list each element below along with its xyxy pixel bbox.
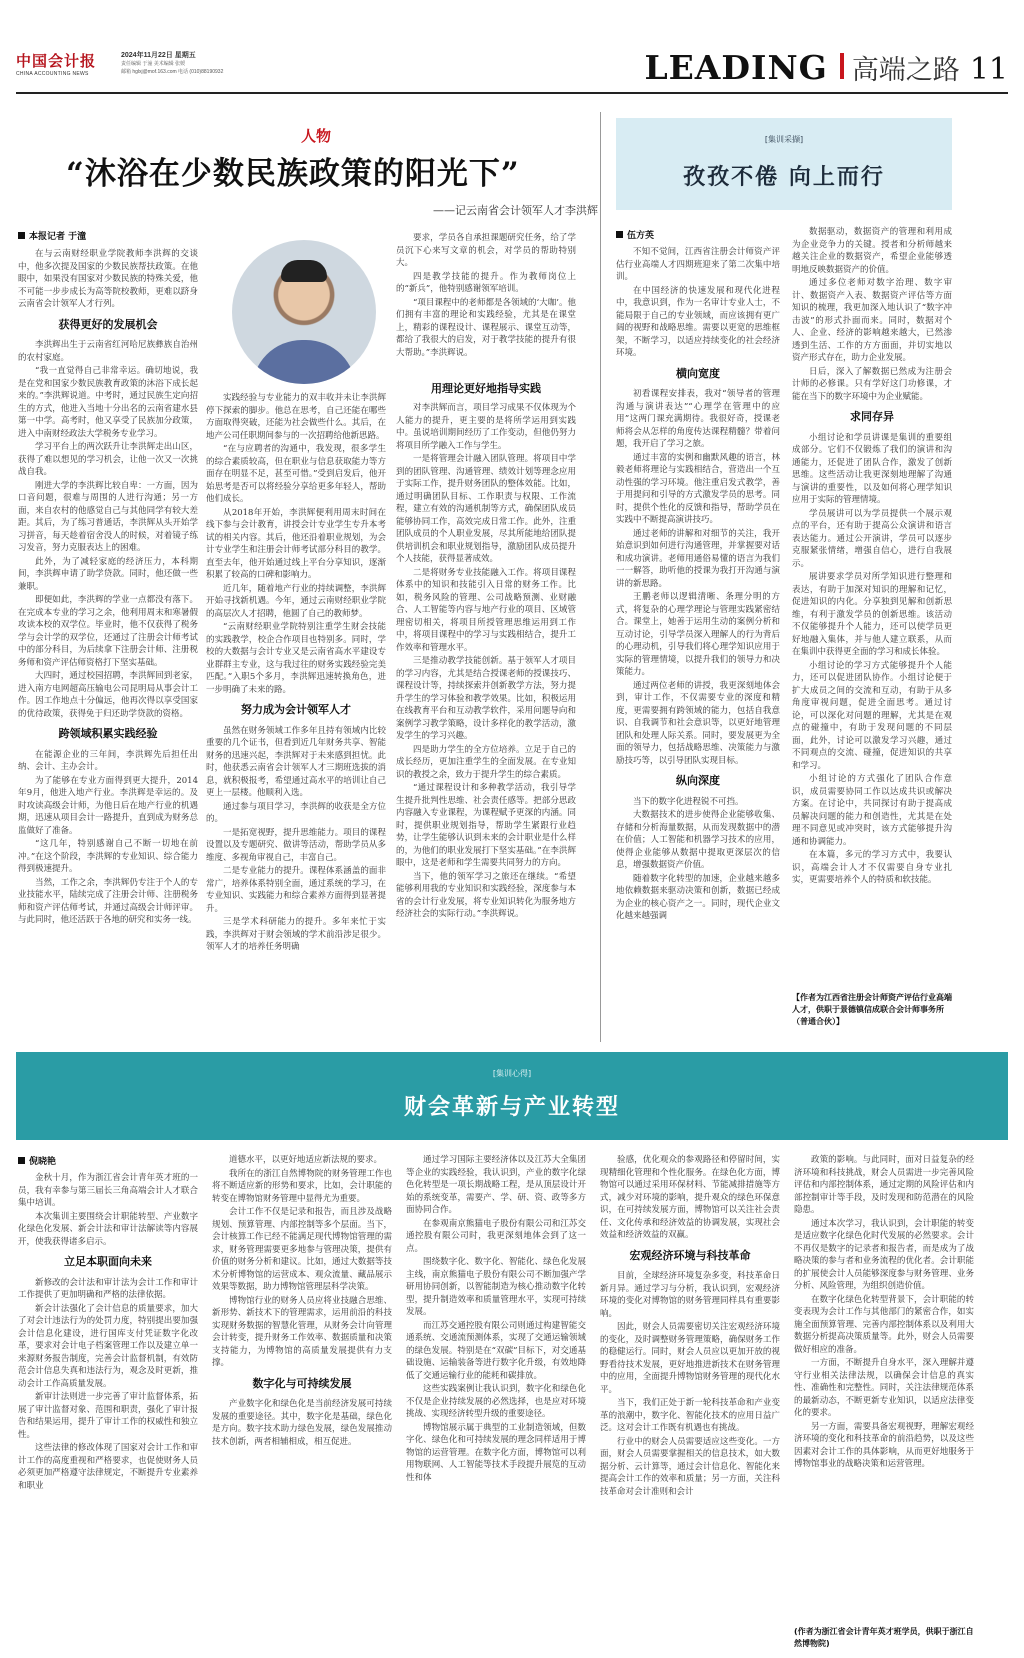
paragraph: 此外，为了减轻家庭的经济压力，本科期间，李洪辉申请了助学贷款。同时，他还做一些兼职。 [18, 556, 198, 592]
paragraph: 大四时，通过校园招聘，李洪辉回到老家，进入南方电网超高压输电公司昆明局从事会计工作。因工作地点十分偏远，他再次得以享受国家的优待政策，获得免于归还助学贷款的资格。 [18, 671, 198, 719]
sidebar-title: 孜孜不倦 向上而行 [683, 164, 885, 190]
paragraph: 不知不觉间，江西省注册会计师资产评估行业高端人才四期班迎来了第二次集中培训。 [616, 247, 780, 282]
paragraph: 为了能够在专业方面得到更大提升，2014年9月，他进入地产行业。李洪辉是幸运的。及时攻读高级会计师，为他日后在地产行业的机遇期，迅速从项目会计一路提升，直到成为财务总监做好了准备。 [18, 775, 198, 836]
lower-column-4 [600, 1154, 780, 1652]
article-subhead: ——记云南省会计领军人才李洪辉 [433, 204, 598, 217]
paragraph: 刚进大学的李洪辉比较自卑：一方面，因为口音问题，很难与周围的人进行沟通；另一方面，来自农村的他感觉自己与其他同学有较大差距。其后，为了练习普通话，李洪辉从头开始学习拼音，每天趁着宿舍没人的时候，对着镜子练习发音，努力克服表达上的困难。 [18, 480, 198, 553]
paragraph: 而江苏交通控股有限公司则通过构建智能交通系统、交通流预测体系，实现了交通运输领域的绿色发展。特别是在“双碳”目标下，对交通基础设施、运输装备等进行数字化升级，有效地降低了交通运输行业的能耗和碳排放。 [406, 1320, 586, 1381]
lower-title: 财会革新与产业转型 [403, 1094, 620, 1120]
paragraph: 通过两位老师的讲授，我更深刻地体会到，审计工作，不仅需要专业的深度和精度，更需要拥有跨领域的能力，包括自我意识、自我调节和社会意识等，以更好地管理团队和处理人际关系。同时，要发展更为全面的领导力，包括战略思维、决策能力与激励技巧等，以引导团队实现目标。 [616, 680, 780, 766]
paragraph: 随着数字化转型的加速，企业越来越多地依赖数据来驱动决策和创新，数据已经成为企业的核心资产之一。同时，现代企业文化越来越强调 [616, 873, 780, 921]
paragraph: 学员展讲可以为学员提供一个展示观点的平台，还有助于提高公众演讲和语言表达能力。通过公开演讲，学员可以逐步克服紧张情绪，增强自信心，进行自我展示。 [792, 508, 952, 569]
article-column-2 [206, 392, 386, 1038]
lower-column-3 [406, 1154, 586, 1652]
paragraph: 当然，工作之余，李洪辉仍专注于个人的专业技能水平，陆续完成了注册会计师、注册税务师和资产评估师考试，并通过高级会计师评审。与此同时，他还活跃于各地的研究和实务一线。 [18, 877, 198, 925]
paragraph: 数据驱动，数据资产的管理和利用成为企业竞争力的关键。授者和分析师越来越关注企业的数据资产，希望企业能够透明地反映数据资产的价值。 [792, 227, 952, 275]
paragraph: 本次集训主要围绕会计职能转型、产业数字化绿色化发展、新会计法和审计法解读等内容展开，使我获得诸多启示。 [18, 1211, 198, 1247]
paragraph: 展讲要求学员对所学知识进行整理和表达，有助于加深对知识的理解和记忆，促进知识的内化。分享独到见解和创新思维，有利于激发学员的创新思维。该活动不仅能够提升个人能力，还可以使学员更好地融入集体，并与他人建立联系，从而在集训中获得更全面的学习和成长体验。 [792, 572, 952, 657]
paragraph: 会计工作不仅是记录和报告，而且涉及战略规划、预算管理、内部控制等多个层面。当下，会计核算工作已经不能满足现代博物馆管理的需求，财务管理需要更多地参与管理决策，提供有价值的财务分析和建议。比如，通过大数据等技术分析博物馆的运营成本、观众流量、藏品展示效果等数据，助力博物馆管理层科学决策。 [212, 1207, 392, 1292]
paragraph: 另一方面，需要具备宏观视野，理解宏观经济环境的变化和科技革命的前沿趋势，以及这些因素对会计工作的具体影响，从而更好地服务于博物馆事业的战略决策和运营管理。 [794, 1421, 974, 1469]
page-number: 11 [969, 52, 1008, 87]
subheading: 立足本职面向未来 [64, 1255, 152, 1268]
sidebar-byline: 伍方英 [616, 228, 654, 241]
paragraph: “通过课程设计和多种教学活动，我引导学生提升批判性思维、社会责任感等。把部分思政内容融入专业课程，为课程赋予更深的内涵。同时，提供职业规划指导，帮助学生紧跟行业趋势，让学生能够认识到未来的会计职业是什么样的，为他们的职业发展打下坚实基础。”在李洪辉眼中，这是老师和学生需要共同努力的方向。 [396, 783, 576, 868]
paragraph: 围绕数字化、数字化、智能化、绿色化发展主线，南京熊猫电子股份有限公司不断加强产学研用协同创新，以智能制造为核心推动数字化转型，提升制造效率和质量管理水平，实现可持续发展。 [406, 1257, 586, 1317]
lower-column-2 [212, 1154, 392, 1652]
paragraph: 要求，学员各自承担课题研究任务，给了学员沉下心来写文章的机会，对学员的帮助特别大。 [396, 233, 576, 268]
paragraph: 这些实践案例让我认识到，数字化和绿色化不仅是企业持续发展的必然选择，也是应对环境挑战、实现经济转型升级的重要途径。 [406, 1384, 586, 1419]
issue-contact: 邮箱 hglxj@mof.163.com 电话 (010)88190932 [121, 69, 224, 75]
section-title-cn: 高端之路 [851, 55, 960, 86]
paragraph: 道德水平，以更好地适应新法规的要求。 [229, 1155, 383, 1165]
sidebar-author-note: 【作者为江西省注册会计师资产评估行业高端人才，供职于景德镇信成联合会计师事务所（普通合伙）】 [792, 993, 952, 1026]
paragraph: “我一直觉得自己非常幸运。确切地说，我是在党和国家少数民族教育政策的沐浴下成长起来的。”李洪辉说道。中考时，通过民族生定向招生的方式，他进入当地十分出名的云南省建水县第一中学。高考时，他又享受了民族加分政策，进入中南财经政法大学税务专业学习。 [18, 366, 198, 439]
paragraph: 新审计法则进一步完善了审计监督体系，拓展了审计监督对象、范围和职责，强化了审计报告和结果运用，提升了审计工作的权威性和独立性。 [18, 1392, 198, 1440]
brand-name-en: CHINA ACCOUNTING NEWS [16, 71, 89, 77]
subheading: 横向宽度 [676, 366, 720, 380]
lower-column-1 [18, 1172, 198, 1652]
section-title-en: LEADING [644, 48, 828, 87]
subheading: 数字化与可持续发展 [252, 1376, 352, 1390]
subheading: 宏观经济环境与科技革命 [629, 1248, 751, 1262]
article-headline: “沐浴在少数民族政策的阳光下” [66, 156, 520, 192]
subheading: 求同存异 [850, 410, 894, 423]
paragraph: 当下，他的领军学习之旅还在继续。“希望能够利用我的专业知识和实践经验，深度参与本省的会计行业发展，将专业知识转化为服务地方经济社会的实际行动。”李洪辉说。 [396, 871, 576, 919]
paragraph: 大数据技术的进步使得企业能够收集、存储和分析海量数据，从而发现数据中的潜在价值；人工智能和机器学习技术的应用，使得企业能够从数据中提取更深层次的信息，增强数据资产价值。 [616, 810, 780, 870]
subheading: 跨领域积累实践经验 [58, 727, 158, 740]
paragraph: 政策的影响。与此同时，面对日益复杂的经济环境和科技挑战，财会人员需进一步完善风险评估和内部控制体系，通过定期的风险评估和内部控制审计等手段，及时发现和防范潜在的风险隐患。 [794, 1155, 974, 1215]
paragraph: 目前，全球经济环境复杂多变，科技革命日新月异。通过学习与分析，我认识到，宏观经济环境的变化对博物馆的财务管理同样具有重要影响。 [600, 1271, 780, 1319]
paragraph: 日后，深入了解数据已然成为注册会计师的必修课。只有学好这门功修课，才能在当下的数字环境中为企业赋能。 [792, 366, 952, 402]
paragraph: 通过丰富的实例和幽默风趣的语言，林毅老师将理论与实践相结合，营造出一个互动性强的学习环境。他注重启发式教学，善于用提问和引导的方式激发学员的思考。同时，提供个性化的反馈和指导，帮助学员在实践中不断提高演讲技巧。 [616, 452, 780, 525]
paragraph: “在与应聘者的沟通中，我发现，很多学生的综合素质较高，但在职业与信息获取能力等方面存在明显不足，甚至可惜。”受到启发后，他开始思考是否可以将经验分享给更多年轻人，帮助他们成长。 [206, 444, 386, 504]
paragraph: 一是拓宽视野，提升思维能力。项目的课程设置以及专题研究、做讲等活动，帮助学员从多维度、多视角审视自己，丰富自己。 [206, 827, 386, 863]
lower-byline: 倪晓艳 [18, 1154, 56, 1167]
paragraph: 在能源企业的三年间，李洪辉先后担任出纳、会计、主办会计。 [18, 749, 198, 772]
paragraph: 新修改的会计法和审计法为会计工作和审计工作提供了更加明确和严格的法律依据。 [18, 1277, 198, 1300]
paragraph: 因此，财会人员需要密切关注宏观经济环境的变化，及时调整财务管理策略，确保财务工作的稳健运行。同时，财会人员应以更加开放的视野看待技术发展，更好地推进新技术在财务管理中的应用，全面提升博物馆财务管理的现代化水平。 [600, 1322, 780, 1395]
issue-date: 2024年11月22日 星期五 [121, 52, 196, 59]
paragraph: 当下，我们正处于新一轮科技革命和产业变革的浪潮中，数字化、智能化技术的应用日益广泛。这对会计工作既有机遇也有挑战。 [600, 1398, 780, 1433]
sidebar-column-1 [616, 246, 780, 1038]
article-column-3-bottom [396, 402, 576, 1038]
section-header [644, 48, 1008, 87]
article-kicker: 人物 [300, 127, 331, 145]
paragraph: 通过本次学习，我认识到，会计职能的转变是适应数字化绿色化时代发展的必然要求。会计不再仅是数字的记录者和报告者，而是成为了战略决策的参与者和业务流程的优化者。会计职能的扩展使会计人员能够深度参与财务管理、业务分析、风险管理，为组织创造价值。 [794, 1218, 974, 1291]
paragraph: 在中国经济的快速发展和现代化进程中，我意识到，作为一名审计专业人士，不能局限于自己的专业领域，而应该拥有更广阔的视野和战略思维。需要以更宽的思维框架，不断学习，以适应持续变化的社会经济环境。 [616, 285, 780, 358]
paragraph: 通过参与项目学习，李洪辉的收获是全方位的。 [206, 801, 386, 824]
paragraph: 王鹏老师以逻辑清晰、条理分明的方式，将复杂的心理学理论与管理实践紧密结合。课堂上，她善于运用生动的案例分析和互动讨论，引导学员深入理解人的行为背后的心理动机，引导我们将心理学知识应用于实际的管理情境，以提升我们的领导力和决策能力。 [616, 592, 780, 677]
article-column-1 [18, 248, 198, 1038]
sidebar-tag: [集训采撷] [764, 135, 804, 144]
paragraph: 三是学术科研能力的提升。多年来忙于实践，李洪辉对于财会领域的学术前沿涉足很少。领军人才的培养任务明确 [206, 917, 386, 952]
paragraph: 小组讨论的学习方式能够提升个人能力，还可以促进团队协作。小组讨论便于扩大成员之间的交流和互动，有助于从多角度审视问题，促进全面思考。通过讨论，可以深化对问题的理解，尤其是在观点的碰撞中，有助于发现问题的不同层面，此外，讨论可以激发学习兴趣，通过不同观点的交流、碰撞，促进知识的共享和学习。 [792, 660, 952, 771]
paragraph: 四是助力学生的全方位培养。立足于自己的成长经历，更加注重学生的全面发展。在专业知识的教授之余，致力于提升学生的综合素质。 [396, 744, 576, 780]
sidebar-banner [616, 118, 952, 210]
subheading: 获得更好的发展机会 [58, 317, 158, 331]
paragraph: 我所在的浙江自然博物院的财务管理工作也将不断适应新的形势和要求，比如，会计职能的转变在博物馆财务管理中显得尤为重要。 [212, 1168, 392, 1204]
paragraph: 在参观南京熊猫电子股份有限公司和江苏交通控股有限公司时，我更深刻地体会到了这一点。 [406, 1218, 586, 1254]
paragraph: 实践经验与专业能力的双丰收并未让李洪辉停下探索的脚步。他总在思考，自己还能在哪些方面取得突破，还能为社会做些什么。其后，在地产公司任职期间参与的一次招聘给他新思路。 [206, 393, 386, 441]
article-byline: 本报记者 于潼 [18, 229, 86, 242]
paragraph: 产业数字化和绿色化是当前经济发展可持续发展的重要途径。其中，数字化是基础，绿色化是方向。数字技术助力绿色发展，绿色发展推动技术创新，两者相辅相成，相互促进。 [212, 1399, 392, 1447]
issue-info [121, 52, 223, 76]
paragraph: “项目课程中的老师都是各领域的‘大咖’。他们拥有丰富的理论和实践经验，尤其是在课堂上，精彩的课程设计、课程展示、课堂互动等，都给了我很大的启发，对于教学技能的提升有很大帮助。”李洪辉说。 [396, 297, 576, 358]
paragraph: 新会计法强化了会计信息的质量要求，加大了对会计违法行为的处罚力度，特别提出要加强会计信息化建设，进行国库支付凭证数字化改革，要求对会计电子档案管理工作以及建立单一来源财务报告制度，完善会计监督机制，有效防范会计信息失真和违法行为，观念及时更新，推动会计工作高质量发展。 [18, 1303, 198, 1389]
paragraph: 在数字化绿色化转型背景下，会计职能的转变表现为会计工作与其他部门的紧密合作，如实施全面预算管理、完善内部控制体系以及利用大数据分析提高决策质量等。此外，财会人员需要做好相应的准备。 [794, 1294, 974, 1355]
paragraph: 当下的数字化进程锐不可挡。 [633, 796, 744, 807]
paragraph: 小组讨论的方式强化了团队合作意识，成员需要协同工作以达成共识或解决方案。在讨论中，共同探讨有助于提高成员解决问题的能力和创造性，尤其是在处理不同意见或冲突时，该方式能够提升沟通和协调能力。 [792, 774, 952, 847]
paragraph: 在与云南财经职业学院教师李洪辉的交谈中，他多次提及国家的少数民族帮扶政策。在他眼中，如果没有国家对少数民族的特殊关爱，他不可能一步步成长为高等院校教师，更难以跻身云南省会计领军人才行列。 [18, 249, 198, 309]
masthead-rule [16, 92, 1008, 94]
paragraph: 一方面，不断提升自身水平，深入理解并遵守行业相关法律法规，以确保会计信息的真实性、准确性和完整性。同时，关注法律规范体系的最新动态，不断更新专业知识，以适应法律变化的要求。 [794, 1358, 974, 1418]
paragraph: 通过学习国际主要经济体以及江苏大全集团等企业的实践经验，我认识到，产业的数字化绿色化转型是一项长期战略工程，是从顶层设计开始的系统变革，需要产、学、研、资、政等多方面协同合作。 [406, 1155, 586, 1215]
article-column-3-top [396, 232, 576, 372]
lower-author-note: (作者为浙江省会计青年英才班学员，供职于浙江自然博物院) [794, 1627, 974, 1648]
paragraph: 对李洪辉而言，项目学习成果不仅体现为个人能力的提升，更主要的是将所学运用到实践中。虽说培训期间经历了工作变动，但他仍努力将项目所学融入工作与学生。 [396, 403, 576, 451]
paragraph: “这几年，特别感谢自己不断一切地在前冲。”在这个阶段，李洪辉的专业知识、综合能力得到极速提升。 [18, 839, 198, 874]
paragraph: 初看课程安排表，我对“领导者的管理沟通与演讲表达”“心理学在管理中的应用”这两门课充满期待。我很好奇，授课老师将会从怎样的角度传达课程精髓？带着问题，我开启了学习之旅。 [616, 389, 780, 449]
paragraph: 四是教学技能的提升。作为教师岗位上的“新兵”，他特别感谢领军培训。 [396, 271, 576, 294]
section-divider [840, 53, 844, 79]
paragraph: 行业中的财会人员需要适应这些变化。一方面，财会人员需要掌握相关的信息技术，如大数据分析、云计算等，通过会计信息化、智能化来提高会计工作的效率和质量；另一方面，关注科技革命对会计准则和会计 [600, 1436, 780, 1497]
article-subheading-theory: 用理论更好地指导实践 [431, 382, 541, 395]
issue-editor: 责任编辑 于潼 美术编辑 张媛 [121, 61, 186, 67]
paragraph: 小组讨论和学员讲课是集训的重要组成部分。它们不仅锻炼了我们的演讲和沟通能力，还促进了团队合作，激发了创新思维。这些活动让我更深刻地理解了沟通与演讲的重要性，以及如何将心理学知识应用于实际的管理情境。 [792, 432, 952, 505]
paragraph: 一是将管理会计融入团队管理。将项目中学到的团队管理、沟通管理、绩效计划等理念应用于实际工作，提升财务团队的整体效能。比如，通过明确团队目标、工作职责与权限、工作流程，建立有效的沟通机制等方式，确保团队成员能够协同工作，高效完成日常工作。此外，注重团队成员的个人职业发展，尽其所能地给团队提供培训机会和职业规划指导，激励团队成员提升个人技能，获得显著成效。 [396, 454, 576, 564]
brand-name-cn: 中国会计报 [16, 52, 97, 70]
lower-banner [16, 1052, 1008, 1140]
paragraph: 在本篇，多元的学习方式中，我要认识，高端会计人才不仅需要自身专业扎实，更需要培养个人的特质和软技能。 [792, 850, 952, 885]
paragraph: 从2018年开始，李洪辉便利用周末时间在线下参与会计教育，讲授会计专业学生专升本考试的相关内容。其后，他还沿着职业规划，为会计专业学生和注册会计师考试部分科目的教学。直至去年，他开始通过线上平台分享知识，逐渐积累了较高的口碑和影响力。 [206, 507, 386, 580]
sidebar-column-2 [792, 226, 952, 988]
paragraph: 博物馆展示属于典型的工业制造领域，但数字化、绿色化和可持续发展的理念同样适用于博物馆的运营管理。在数字化方面，博物馆可以利用物联网、人工智能等技术手段提升展览的互动性和体 [406, 1422, 586, 1483]
paragraph: 二是将财务专业技能融入工作。将项目课程体系中的知识和技能引入日常的财务工作。比如，税务风险的管理、公司战略预测、业财融合、人工智能等内容与地产行业的项目、区域管理密切相关，将项目所授管理思维运用到工作中，将项目课程中的学习与实践相结合，提升工作效率和管理水平。 [396, 567, 576, 653]
paragraph: “云南财经职业学院特别注重学生财会技能的实践教学，校企合作项目也特别多。同时，学校的大数据与会计专业又是云南省高水平建设专业群群主专业，这与我过往的财务实践经验完美匹配。”入职5个多月，李洪辉迅速转换角色，进一步明确了未来的路。 [206, 622, 386, 695]
paragraph: 金秋十月，作为浙江省会计青年英才班的一员，我有幸参与第三届长三角高端会计人才联合集中培训。 [18, 1173, 198, 1208]
subheading: 纵向深度 [676, 774, 720, 787]
masthead [16, 44, 1008, 90]
subheading: 努力成为会计领军人才 [241, 703, 351, 716]
paragraph: 二是专业能力的提升。课程体系涵盖的面非常广，培养体系特别全面，通过系统的学习，在专业知识、实践能力和综合素养方面得到显著提升。 [206, 866, 386, 914]
column-divider [600, 112, 601, 1042]
paragraph: 博物馆行业的财务人员应将业技融合思维、新形势、新技术下的管理需求，运用前沿的科技实现财务数据的智慧化管理，从财务会计向管理会计转变，提升财务工作效率、数据质量和决策支持能力，为博物馆的高质量发展提供有力支撑。 [212, 1295, 392, 1368]
paragraph: 通过老师的讲解和对细节的关注，我开始意识到如何进行沟通管理，并掌握要对话和成功演讲。老师用通俗易懂的语言为我们一一解答，助听他的授课为我打开沟通与演讲的新思路。 [616, 528, 780, 589]
lower-tag: [集训心得] [492, 1069, 532, 1078]
paragraph: 李洪辉出生于云南省红河哈尼族彝族自治州的农村家庭。 [18, 340, 198, 363]
paragraph: 验感，优化观众的参观路径和停留时间，实现精细化管理和个性化服务。在绿色化方面，博物馆可以通过采用环保材料、节能减排措施等方式，减少对环境的影响，提升观众的绿色环保意识，在可持续发展方面，博物馆可以关注社会责任、文化传承和经济效益的协调发展，实现社会效益和经济效益的双赢。 [600, 1155, 780, 1240]
paragraph: 三是推动教学技能创新。基于领军人才项目的学习内容，尤其是结合授课老师的授课技巧、课程设计等，持续探索并创新教学方法，努力提升学生的学习体验和教学效果。比如，积极运用在线教育平台和互动教学软件，采用问题导向和案例学习教学策略，设计多样化的教学活动，激发学生的学习兴趣。 [396, 656, 576, 741]
newspaper-logo [16, 50, 96, 77]
paragraph: 虽然在财务领域工作多年且持有领域内比较重要的几个证书，但看到近几年财务共享、智能财务的迅速兴起，李洪辉对于未来感到担忧。此时，他获悉云南省会计领军人才三期班选拔的消息，就积极报考，希望通过高水平的培训让自己更上一层楼。他顺利入选。 [206, 725, 386, 798]
paragraph: 这些法律的修改体现了国家对会计工作和审计工作的高度重视和严格要求，也促使财务人员必须更加严格遵守法律规定，不断提升专业素养和职业 [18, 1443, 198, 1491]
paragraph: 通过多位老师对数字治理、数字审计、数据资产入表、数据资产评估等方面知识的梳理，我更加深入地认识了“数字冲击波”的形式扑面而来。同时，数据对个人、企业、经济的影响越来越大，已然渗透到生活、工作的方方面面，并切实地以资产形式存在，助力企业发展。 [792, 278, 952, 363]
paragraph: 近几年，随着地产行业的持续调整，李洪辉开始寻找新机遇。今年，通过云南财经职业学院的高层次人才招聘，他圆了自己的教师梦。 [206, 583, 386, 619]
portrait-photo [232, 240, 376, 384]
lower-column-5 [794, 1154, 974, 1624]
paragraph: 即便如此，李洪辉的学业一点都没有落下。在完成本专业的学习之余，他利用周末和寒暑假攻读本校的双学位。毕业时，他不仅获得了税务学与会计学的双学位，还通过了注册会计师考试中的部分科目，为后续拿下注册会计师、注册税务师和资产评估师资格打下坚实基础。 [18, 595, 198, 668]
paragraph: 学习平台上的两次跃升让李洪辉走出山区，获得了难以想见的学习机会，让他一次又一次挑战自我。 [18, 442, 198, 477]
